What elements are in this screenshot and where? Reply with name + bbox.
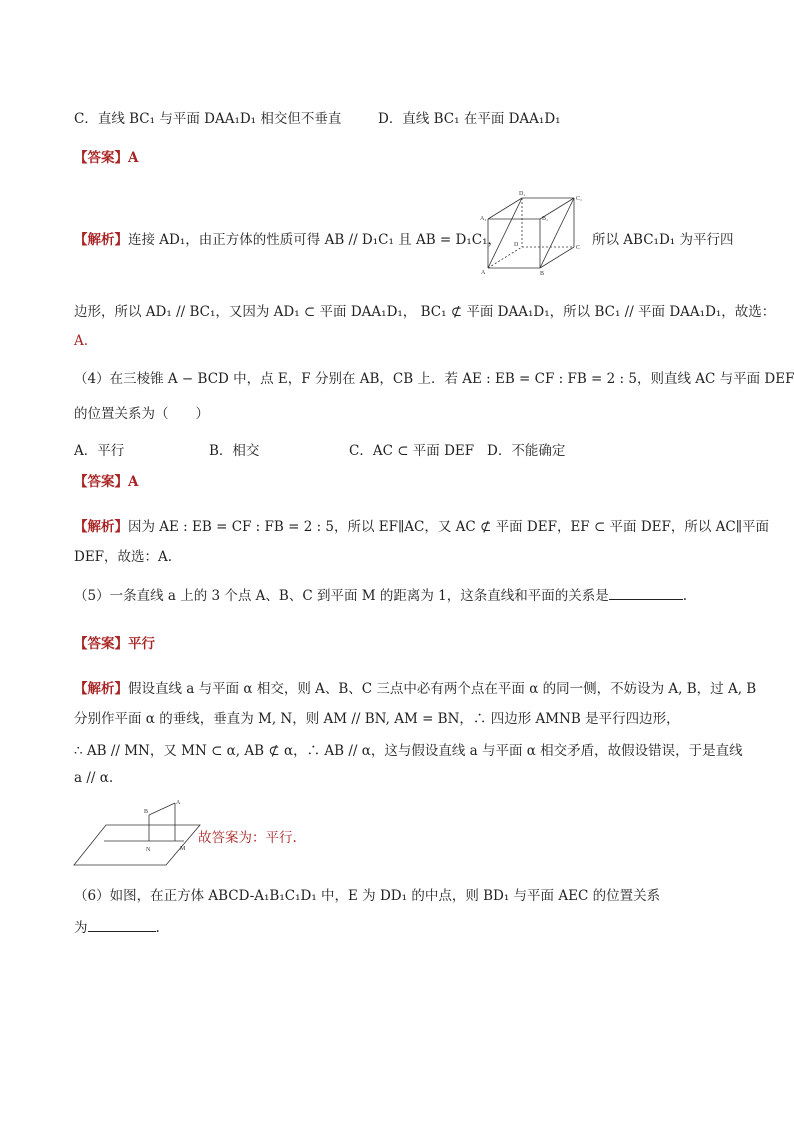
q3-answer xyxy=(74,146,138,166)
fig-label-n: N xyxy=(146,847,151,853)
q4-option-d: D．不能确定 xyxy=(487,443,566,459)
fig-label-m: M xyxy=(180,846,186,852)
q3-analysis-line1-end: 所以 ABC₁D₁ 为平行四 xyxy=(592,232,734,248)
answer-value: 平行 xyxy=(128,636,155,652)
q6-stem-text: 为 xyxy=(74,920,88,936)
q5-conclusion: 故答案为：平行. xyxy=(198,830,297,846)
cube-figure xyxy=(478,186,590,276)
q4-stem-line2: 的位置关系为（ ） xyxy=(74,406,209,422)
q5-analysis-line3: ∴ AB // MN，又 MN ⊂ α, AB ⊄ α，∴ AB // α，这与假设直线 a 与平面 α 相交矛盾，故假设错误，于是直线 xyxy=(74,743,743,759)
analysis-tag: 【解析】 xyxy=(74,519,128,535)
q3-analysis-line3: A. xyxy=(74,333,89,349)
fig-label-a: A xyxy=(176,800,181,806)
analysis-text: 假设直线 a 与平面 α 相交，则 A、B、C 三点中必有两个点在平面 α 的同一侧，不妨设为 A, B，过 A, B xyxy=(128,681,757,697)
answer-value: A xyxy=(128,150,139,166)
answer-blank xyxy=(88,917,156,932)
option-d-prev: D．直线 BC₁ 在平面 DAA₁D₁ xyxy=(378,111,561,127)
q6-stem-line2 xyxy=(74,916,160,936)
answer-blank xyxy=(609,585,683,600)
answer-tag: 【答案】 xyxy=(74,636,128,652)
cube-label-c: C xyxy=(576,245,581,251)
plane-figure xyxy=(72,795,202,873)
answer-value: A xyxy=(128,474,139,490)
q5-analysis-line1 xyxy=(74,677,756,697)
q5-stem xyxy=(74,584,687,604)
cube-label-c1: C₁ xyxy=(576,196,583,202)
answer-tag: 【答案】 xyxy=(74,150,128,166)
cube-label-d1: D₁ xyxy=(519,191,526,197)
q5-answer xyxy=(74,632,155,652)
cube-label-d: D xyxy=(514,242,519,248)
analysis-text: 连接 AD₁，由正方体的性质可得 AB // D₁C₁ 且 AB = D₁C₁， xyxy=(128,232,502,248)
cube-label-b: B xyxy=(540,271,545,276)
cube-label-b1: B₁ xyxy=(542,216,549,222)
cube-label-a1: A₁ xyxy=(480,216,487,222)
q4-analysis-line2: DEF，故选：A. xyxy=(74,549,173,565)
q5-stem-text: （5）一条直线 a 上的 3 个点 A、B、C 到平面 M 的距离为 1，这条直线和平面的关系是 xyxy=(74,588,609,604)
q4-answer xyxy=(74,470,138,490)
fig-label-b: B xyxy=(144,809,149,815)
q4-option-b: B．相交 xyxy=(209,443,260,459)
q6-stem-end: . xyxy=(155,920,160,936)
analysis-text: 因为 AE : EB = CF : FB = 2 : 5，所以 EF∥AC，又 AC ⊄ 平面 DEF，EF ⊂ 平面 DEF，所以 AC∥平面 xyxy=(128,519,769,535)
analysis-tag: 【解析】 xyxy=(74,232,128,248)
q3-analysis-line1 xyxy=(74,228,501,248)
q5-analysis-line2: 分别作平面 α 的垂线，垂直为 M, N，则 AM // BN, AM = BN，∴ 四边形 AMNB 是平行四边形， xyxy=(74,711,680,727)
q4-analysis-line1 xyxy=(74,515,769,535)
answer-tag: 【答案】 xyxy=(74,474,128,490)
q6-stem-line1: （6）如图，在正方体 ABCD-A₁B₁C₁D₁ 中，E 为 DD₁ 的中点，则 BD₁ 与平面 AEC 的位置关系 xyxy=(74,888,661,904)
q3-analysis-line2: 边形，所以 AD₁ // BC₁，又因为 AD₁ ⊂ 平面 DAA₁D₁， BC₁ ⊄ 平面 DAA₁D₁，所以 BC₁ // 平面 DAA₁D₁，故选： xyxy=(74,304,776,320)
cube-label-a: A xyxy=(481,270,486,276)
q4-option-a: A．平行 xyxy=(74,443,125,459)
q5-stem-end: . xyxy=(682,588,688,604)
q4-stem-line1: （4）在三棱锥 A − BCD 中，点 E，F 分别在 AB，CB 上．若 AE : EB = CF : FB = 2 : 5，则直线 AC 与平面 DEF xyxy=(74,371,794,387)
analysis-tag: 【解析】 xyxy=(74,681,128,697)
q5-analysis-line4: a // α. xyxy=(74,770,114,786)
q4-option-c: C．AC ⊂ 平面 DEF xyxy=(349,443,475,459)
option-c-prev: C．直线 BC₁ 与平面 DAA₁D₁ 相交但不垂直 xyxy=(74,111,342,127)
